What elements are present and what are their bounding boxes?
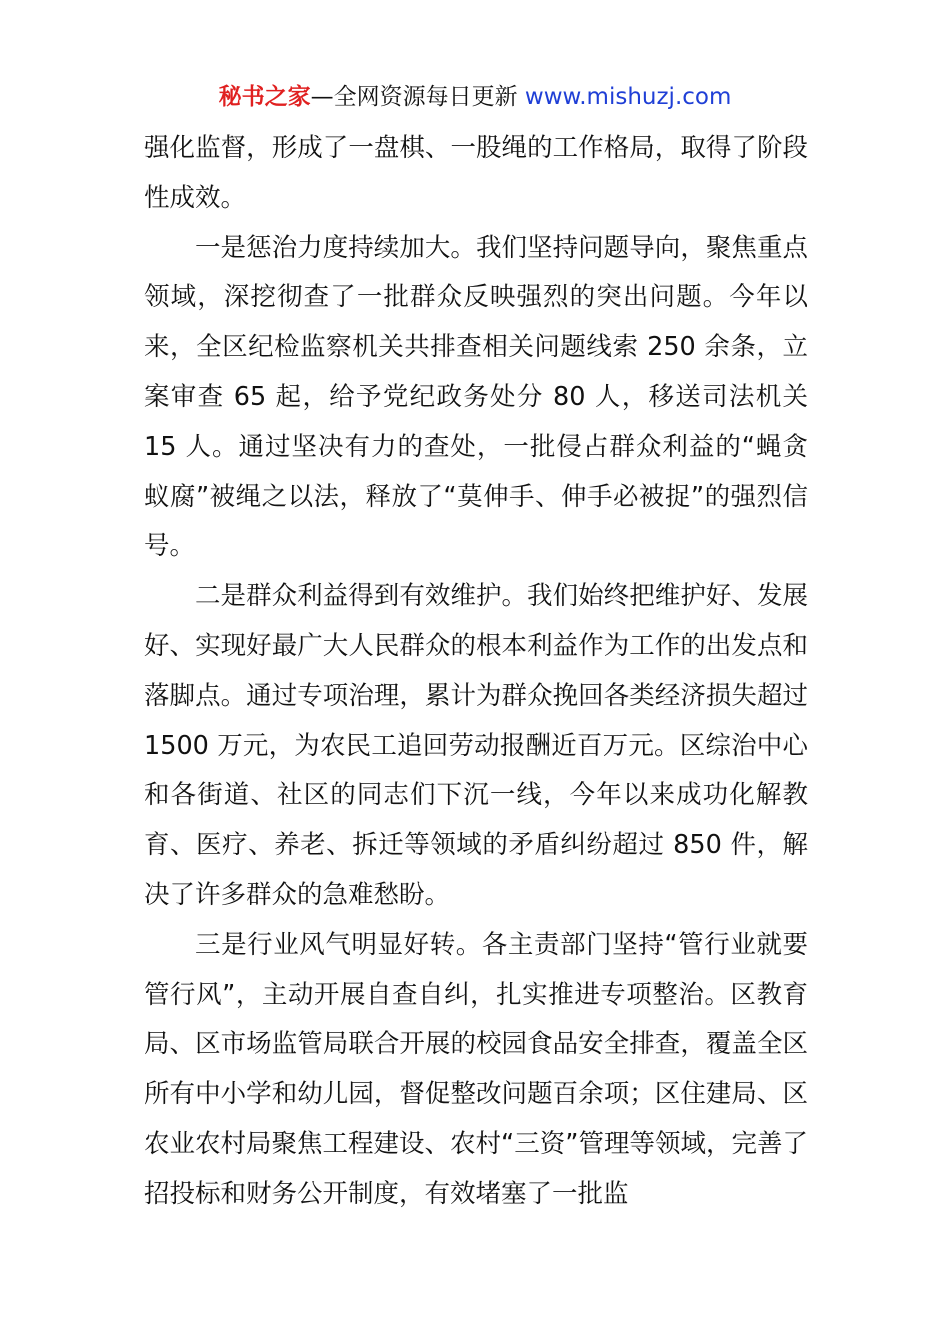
paragraph-industry-style: 三是行业风气明显好转。各主责部门坚持“管行业就要管行风”，主动开展自查自纠，扎实推进专项整治。区教育局、区市场监管局联合开展的校园食品安全排查，覆盖全区所有中小学和幼儿园，督促整改问题百余项；区住建局、区农业农村局聚焦工程建设、农村“三资”管理等领域，完善了招投标和财务公开制度，有效堵塞了一批监 xyxy=(144,929,808,1209)
header-tagline: —全网资源每日更新 xyxy=(310,84,525,110)
brand-name: 秘书之家 xyxy=(218,84,311,110)
page-header xyxy=(0,80,950,114)
document-body xyxy=(144,124,808,1220)
paragraph-continuation: 强化监督，形成了一盘棋、一股绳的工作格局，取得了阶段性成效。 xyxy=(144,133,808,213)
website-url[interactable]: www.mishuzj.com xyxy=(524,84,732,110)
paragraph-interests: 二是群众利益得到有效维护。我们始终把维护好、发展好、实现好最广大人民群众的根本利益作为工作的出发点和落脚点。通过专项治理，累计为群众挽回各类经济损失超过 1500 万元，为农民工追回劳动报酬近百万元。区综治中心和各街道、社区的同志们下沉一线，今年以来成功化解教育、医疗、养老、拆迁等领域的矛盾纠纷超过 850 件，解决了许多群众的急难愁盼。 xyxy=(144,581,808,910)
paragraph-punishment: 一是惩治力度持续加大。我们坚持问题导向，聚焦重点领域，深挖彻查了一批群众反映强烈的突出问题。今年以来，全区纪检监察机关共排查相关问题线索 250 余条，立案审查 65 起，给予党纪政务处分 80 人，移送司法机关 15 人。通过坚决有力的查处，一批侵占群众利益的“蝇贪蚁腐”被绳之以法，释放了“莫伸手、伸手必被捉”的强烈信号。 xyxy=(144,232,808,562)
